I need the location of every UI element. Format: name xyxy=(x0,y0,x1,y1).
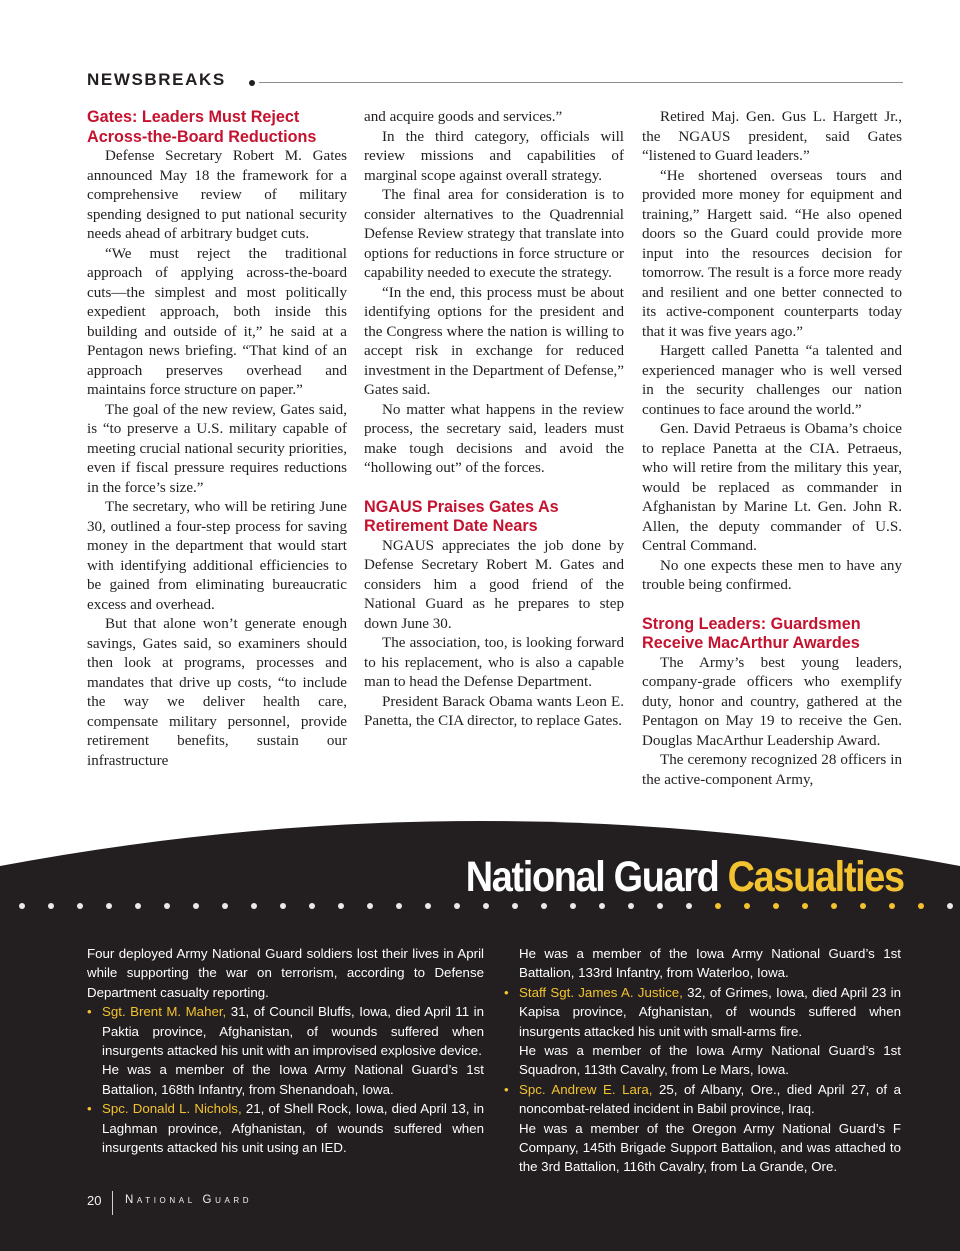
divider-dot xyxy=(889,903,895,909)
paragraph: In the third category, officials will review missions and capabilities of marginal scope against overall strategy. xyxy=(364,128,624,184)
casualties-title xyxy=(466,852,904,902)
paragraph: Defense Secretary Robert M. Gates announced May 18 the framework for a comprehensive review of military spending designed to put national security needs ahead of arbitrary budget cuts. xyxy=(87,148,347,242)
divider-dot xyxy=(831,903,837,909)
casualty-entry xyxy=(504,1080,901,1119)
divider-dot xyxy=(193,903,199,909)
paragraph: The goal of the new review, Gates said, is “to preserve a U.S. military capable of meeting crucial national security priorities, even if fiscal pressure requires reductions in the force’s size.” xyxy=(87,401,347,496)
casualty-unit: He was a member of the Iowa Army National Guard’s 1st Squadron, 113th Cavalry, from Le Mars, Iowa. xyxy=(519,1043,901,1078)
divider-dot xyxy=(570,903,576,909)
divider-dot xyxy=(367,903,373,909)
paragraph: The ceremony recognized 28 officers in the active-component Army, xyxy=(642,752,902,788)
paragraph: NGAUS appreciates the job done by Defense Secretary Robert M. Gates and considers him a good friend of the National Guard as he prepares to step down June 30. xyxy=(364,537,624,632)
casualty-details: 31, of Council Bluffs, Iowa, died April 11 in Paktia province, Afghanistan, of wounds suffered when insurgents attacked his unit with an improvised explosive device. xyxy=(102,1004,484,1059)
paragraph: No matter what happens in the review process, the secretary said, leaders must make tough decisions and avoid the “hollowing out” of the forces. xyxy=(364,401,624,476)
section-label: NEWSBREAKS xyxy=(87,70,226,89)
divider-dot xyxy=(715,903,721,909)
footer-divider xyxy=(112,1191,113,1215)
divider-dot xyxy=(106,903,112,909)
section-dot xyxy=(249,80,255,86)
casualties-column-1 xyxy=(87,944,484,1157)
title-accent: Casualties xyxy=(727,853,904,901)
soldier-name: Spc. Donald L. Nichols, xyxy=(102,1101,242,1117)
section-rule xyxy=(259,82,903,83)
divider-dot xyxy=(773,903,779,909)
paragraph: No one expects these men to have any trouble being confirmed. xyxy=(642,557,902,593)
soldier-name: Staff Sgt. James A. Justice, xyxy=(519,984,683,1000)
divider-dot xyxy=(512,903,518,909)
casualty-unit: He was a member of the Oregon Army National Guard’s F Company, 145th Brigade Support Battalion, and was attached to the 3rd Battalion, 116th Cavalry, from La Grande, Ore. xyxy=(519,1120,901,1175)
divider-dot xyxy=(280,903,286,909)
paragraph: “We must reject the traditional approach of applying across-the-board cuts—the simplest and most politically expedient approach, both inside this building and outside of it,” he said at a Pentagon news briefing. “That kind of an approach preserves overhead and maintains force structure on paper.” xyxy=(87,245,347,398)
casualties-intro: Four deployed Army National Guard soldiers lost their lives in April while supporting the war on terrorism, according to Defense Department casualty reporting. xyxy=(87,946,484,1000)
soldier-name: Spc. Andrew E. Lara, xyxy=(519,1081,653,1097)
dot-divider xyxy=(0,900,960,912)
divider-dot xyxy=(222,903,228,909)
page-number: 20 xyxy=(87,1193,102,1208)
headline-ngaus-praises: NGAUS Praises Gates As Retirement Date Nears xyxy=(364,497,559,535)
divider-dot xyxy=(802,903,808,909)
casualties-panel xyxy=(0,808,960,1251)
article-column-1 xyxy=(87,108,347,771)
headline-macarthur-awards: Strong Leaders: Guardsmen Receive MacArthur Awardes xyxy=(642,614,861,652)
paragraph: The final area for consideration is to consider alternatives to the Quadrennial Defense Review strategy that translate into options for reductions in force structure or capability needed to execute the strategy. xyxy=(364,187,624,281)
divider-dot xyxy=(164,903,170,909)
divider-dot xyxy=(918,903,924,909)
bullet-icon: • xyxy=(87,1101,92,1117)
divider-dot xyxy=(657,903,663,909)
paragraph: But that alone won’t generate enough savings, Gates said, so examiners should then look at programs, processes and mandates that drive up costs, “to include the way we deliver health care, compensate military personnel, provide retirement benefits, sustain our infrastructure xyxy=(87,616,347,769)
divider-dot xyxy=(425,903,431,909)
paragraph: “He shortened overseas tours and provided more money for equipment and training,” Hargett said. “He also opened doors so the Guard could provide more input into the resources decision for tomorrow. The result is a force more ready and resilient and one better connected to its active-component counterparts today that it was five years ago.” xyxy=(642,167,902,340)
divider-dot xyxy=(744,903,750,909)
paragraph-continued: and acquire goods and services.” xyxy=(364,109,563,125)
article-column-2 xyxy=(364,108,624,732)
divider-dot xyxy=(251,903,257,909)
headline-gates-reductions: Gates: Leaders Must Reject Across-the-Board Reductions xyxy=(87,108,317,146)
divider-dot xyxy=(19,903,25,909)
casualties-column-2 xyxy=(504,944,901,1177)
paragraph: The secretary, who will be retiring June 30, outlined a four-step process for saving money in the department that would start with identifying additional efficiencies to be gained from eliminating bureaucratic excess and overhead. xyxy=(87,499,347,613)
casualty-entry xyxy=(87,1002,484,1060)
bullet-icon: • xyxy=(504,984,509,1000)
casualty-details: 32, of Grimes, Iowa, died April 23 in Kapisa province, Afghanistan, of wounds suffered when insurgents attacked his unit with small-arms fire. xyxy=(519,984,901,1039)
paragraph: “In the end, this process must be about identifying options for the president and the Congress where the nation is willing to accept risk in exchange for reduced investment in the Department of Defense,” Gates said. xyxy=(364,284,624,398)
paragraph: Gen. David Petraeus is Obama’s choice to replace Panetta at the CIA. Petraeus, who will retire from the military this year, would be replaced as commander in Afghanistan by Marine Lt. Gen. John R. Allen, the deputy commander of U.S. Central Command. xyxy=(642,421,902,554)
paragraph: The association, too, is looking forward to his replacement, who is also a capable man to head the Defense Department. xyxy=(364,635,624,690)
article-column-3 xyxy=(642,108,902,790)
casualty-entry xyxy=(504,983,901,1041)
casualty-unit: He was a member of the Iowa Army National Guard’s 1st Battalion, 133rd Infantry, from Waterloo, Iowa. xyxy=(519,946,901,981)
divider-dot xyxy=(947,903,953,909)
paragraph: The Army’s best young leaders, company-grade officers who exemplify duty, honor and country, gathered at the Pentagon on May 19 to receive the Gen. Douglas MacArthur Leadership Award. xyxy=(642,654,902,749)
casualty-details: 21, of Shell Rock, Iowa, died April 13, in Laghman province, Afghanistan, of wounds suffered when insurgents attacked his unit using an IED. xyxy=(102,1101,484,1156)
page-footer xyxy=(87,1187,387,1217)
divider-dot xyxy=(599,903,605,909)
title-main: National Guard xyxy=(465,853,719,901)
section-header xyxy=(87,68,903,94)
divider-dot xyxy=(77,903,83,909)
divider-dot xyxy=(483,903,489,909)
paragraph: Retired Maj. Gen. Gus L. Hargett Jr., the NGAUS president, said Gates “listened to Guard leaders.” xyxy=(642,109,902,164)
magazine-name: National Guard xyxy=(125,1194,253,1206)
soldier-name: Sgt. Brent M. Maher, xyxy=(102,1004,227,1020)
casualty-details: 25, of Albany, Ore., died April 27, of a noncombat-related incident in Babil province, Iraq. xyxy=(519,1081,901,1117)
casualty-entry xyxy=(87,1099,484,1157)
paragraph: President Barack Obama wants Leon E. Panetta, the CIA director, to replace Gates. xyxy=(364,693,624,729)
bullet-icon: • xyxy=(87,1004,92,1020)
divider-dot xyxy=(454,903,460,909)
divider-dot xyxy=(135,903,141,909)
divider-dot xyxy=(541,903,547,909)
divider-dot xyxy=(396,903,402,909)
divider-dot xyxy=(338,903,344,909)
casualty-unit: He was a member of the Iowa Army National Guard’s 1st Battalion, 168th Infantry, from Shenandoah, Iowa. xyxy=(102,1062,484,1097)
divider-dot xyxy=(309,903,315,909)
divider-dot xyxy=(48,903,54,909)
divider-dot xyxy=(628,903,634,909)
divider-dot xyxy=(860,903,866,909)
paragraph: Hargett called Panetta “a talented and experienced manager who is well versed in the security challenges our nation continues to face around the world.” xyxy=(642,343,902,418)
divider-dot xyxy=(686,903,692,909)
bullet-icon: • xyxy=(504,1081,509,1097)
